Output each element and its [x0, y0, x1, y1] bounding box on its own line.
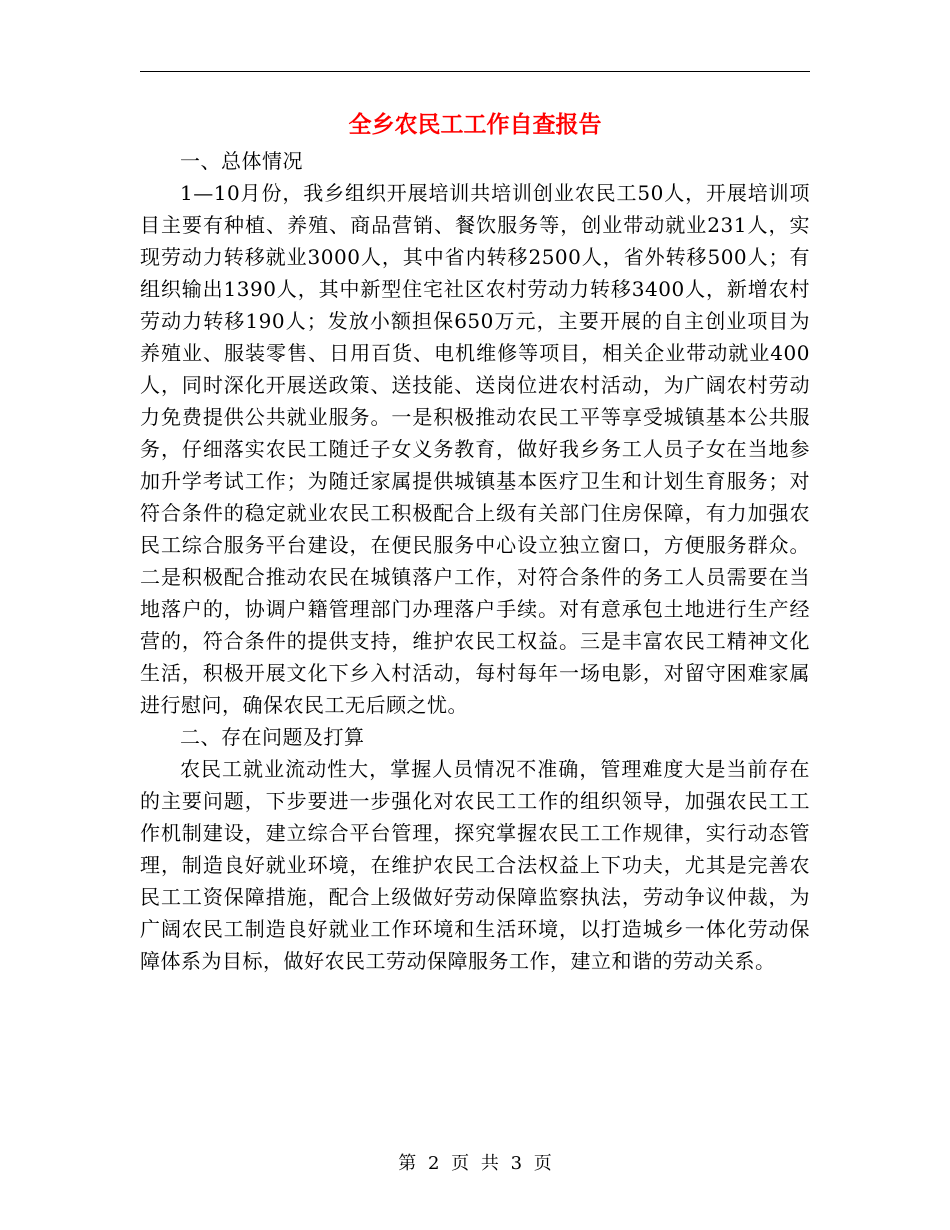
- paragraph-overview: 1—10月份，我乡组织开展培训共培训创业农民工50人，开展培训项目主要有种植、养殖、商品营销、餐饮服务等，创业带动就业231人，实现劳动力转移就业3000人，其中省内转移2500人，省外转移500人；有组织输出1390人，其中新型住宅社区农村劳动力转移3400人，新增农村劳动力转移190人；发放小额担保650万元，主要开展的自主创业项目为养殖业、服装零售、日用百货、电机维修等项目，相关企业带动就业400人，同时深化开展送政策、送技能、送岗位进农村活动，为广阔农村劳动力免费提供公共就业服务。一是积极推动农民工平等享受城镇基本公共服务，仔细落实农民工随迁子女义务教育，做好我乡务工人员子女在当地参加升学考试工作；为随迁家属提供城镇基本医疗卫生和计划生育服务；对符合条件的稳定就业农民工积极配合上级有关部门住房保障，有力加强农民工综合服务平台建设，在便民服务中心设立独立窗口，方便服务群众。二是积极配合推动农民在城镇落户工作，对符合条件的务工人员需要在当地落户的，协调户籍管理部门办理落户手续。对有意承包土地进行生产经营的，符合条件的提供支持，维护农民工权益。三是丰富农民工精神文化生活，积极开展文化下乡入村活动，每村每年一场电影，对留守困难家属进行慰问，确保农民工无后顾之忧。: [140, 181, 810, 717]
- document-title: 全乡农民工工作自查报告: [348, 112, 602, 138]
- section-heading-overview: 一、总体情况: [180, 149, 303, 173]
- section-heading-issues: 二、存在问题及打算: [180, 725, 365, 749]
- page-number: 第 2 页 共 3 页: [398, 1153, 552, 1174]
- paragraph-issues: 农民工就业流动性大，掌握人员情况不准确，管理难度大是当前存在的主要问题，下步要进一步强化对农民工工作的组织领导，加强农民工工作机制建设，建立综合平台管理，探究掌握农民工工作规律，实行动态管理，制造良好就业环境，在维护农民工合法权益上下功夫，尤其是完善农民工工资保障措施，配合上级做好劳动保障监察执法，劳动争议仲裁，为广阔农民工制造良好就业工作环境和生活环境，以打造城乡一体化劳动保障体系为目标，做好农民工劳动保障服务工作，建立和谐的劳动关系。: [140, 757, 810, 973]
- document-body: [140, 145, 810, 977]
- header-rule: [140, 71, 810, 72]
